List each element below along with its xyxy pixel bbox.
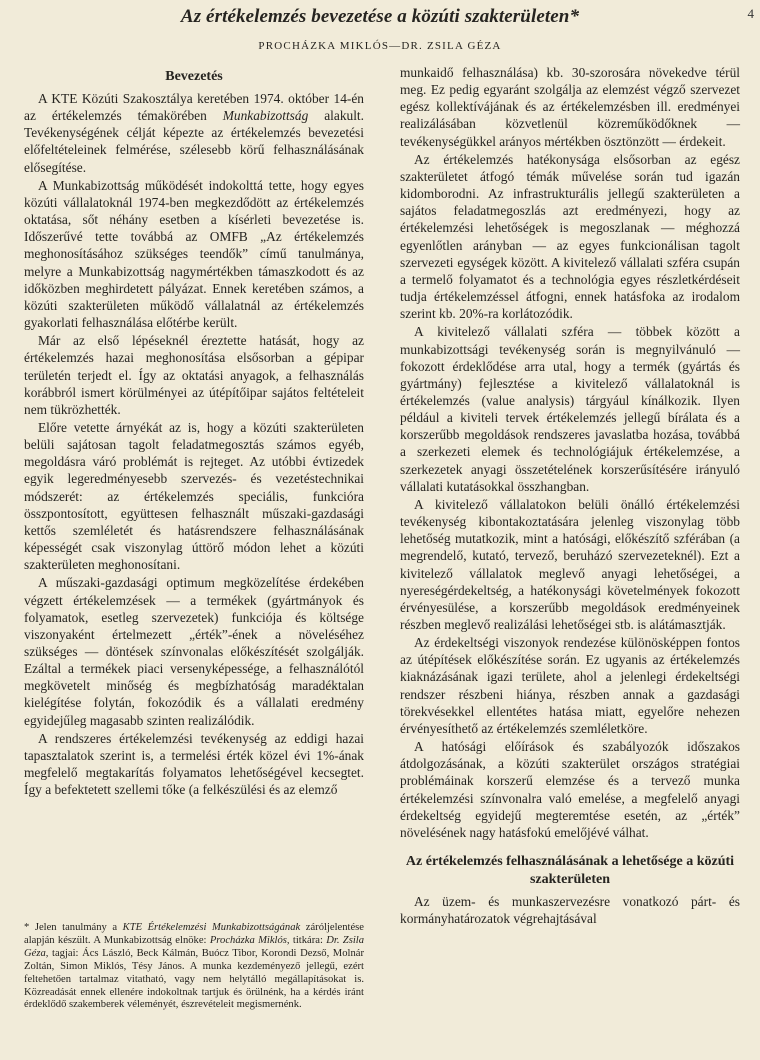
text-run: alakult. Tevékenységének célját képezte az értékelemzés bevezetési előfeltételeinek felmérése, szélesebb körű felhasználásának elősegítése. bbox=[24, 108, 364, 175]
paragraph: Az üzem- és munkaszervezésre vonatkozó párt- és kormányhatározatok végrehajtásával bbox=[400, 894, 740, 927]
text-run: titkára: bbox=[289, 934, 327, 946]
paragraph: A rendszeres értékelemzési tevékenység az eddigi hazai tapasztalatok szerint is, a termelési érték közel évi 1%-ának megfelelő megtakarítás folyamatos lehetőségével kecsegtet. Így a befektetett szellemi tőke (a felkészülési és az elemző bbox=[24, 730, 364, 798]
text-run: * Jelen tanulmány a bbox=[24, 922, 123, 933]
paragraph: A Munkabizottság működését indokolttá tette, hogy egyes közúti vállalatoknál 1974-ben megkezdődött az értékelemzés oktatása, sőt néhány esetben a kísérleti bevezetése is. Időszerűvé tette továbbá az OMFB „Az értékelemzés meghonosításához szükséges teendők” című tanulmánya, melyre a Munkabizottság nagymértékben támaszkodott és az időközben meghirdetett pályázat. Ennek keretében számos, a közúti szakterületen működő vállalatnál az értékelemzés gyakorlati felhasználása előtérbe került. bbox=[24, 177, 364, 331]
emphasis-text: Dr. Zsila Géza, bbox=[24, 934, 365, 959]
paragraph: Az érdekeltségi viszonyok rendezése különösképpen fontos az útépítések előkészítése során. Ez ugyanis az értékelemzés kiaknázásának igazi területe, ahol a jelenlegi érdekeltségi rendszer részbeni hiánya, részben annak a gazdasági törekvésekkel ellentétes hatása miatt, egyelőre nehezen érvényesíthető az értékelemzés szemléletköre. bbox=[400, 635, 740, 736]
text-run: záróljelentése alapján készült. A Munkabizottság elnöke: bbox=[24, 922, 364, 946]
paragraph: A kivitelező vállalatokon belüli önálló értékelemzési tevékenység kibontakoztatására jelenleg viszonylag több lehetőség mutatkozik, mint a hatósági, előkészítő szférában (a megrendelő, kutató, tervező, beruházó szervezeteknél). Ezt a kivitelező vállalatok meglevő anyagi lehetőségei, a nyereségérdekeltség, a hatékonysági követelmények fokozott érvényesülése, a korszerűbb megoldások eredményeinek részben meglevő realizálási lehetőségei stb. is alátámasztják. bbox=[400, 496, 740, 632]
paragraph: A műszaki-gazdasági optimum megközelítése érdekében végzett értékelemzések — a termékek (gyártmányok és folyamatok, esetleg szervezetek) funkciója és költsége viszonyaként értelmezett „érték”-ének a növeléséhez szükséges — döntések színvonalas előkészítését szolgálják. Ezáltal a termékek piaci versenyképessége, a felhasználótól megkövetelt minőség és megbízhatóság maradéktalan kielégítése folytán, fokozódik és a vállalati eredmény egyidejűleg magasabb szinten realizálódik. bbox=[24, 575, 364, 728]
footnote-text bbox=[24, 922, 364, 1012]
section-heading-usage: Az értékelemzés felhasználásának a lehetősége a közúti szakterületen bbox=[405, 854, 735, 888]
paragraph: A hatósági előírások és szabályozók időszakos átdolgozásának, a közúti szakterület országos stratégiai problémáinak korszerű elemzése és a tervező munka értékelemzési színvonalra való emelése, a megfelelő anyagi érdekeltség egyidejű megteremtése esetén, az „érték” növelésének nagy hatásfokú emelőjévé válhat. bbox=[400, 739, 740, 840]
article-authors: PROCHÁZKA MIKLÓS—DR. ZSILA GÉZA bbox=[258, 40, 502, 52]
text-run: tagjai: Ács László, Beck Kálmán, Buócz Tibor, Korondi Dezső, Molnár Zoltán, Simon Miklós, Tésy János. A munka kezdeményező jellegű, ezért feltehetően tartalmaz vitatható, vagy nem helytálló megállapításokat is. Közreadását ennek ellenére indokoltnak tartjuk és örülnénk, ha a kérdés iránt érdeklődő szakemberek véleményét, észrevételeit megismernénk. bbox=[24, 947, 364, 1011]
left-column bbox=[24, 64, 364, 798]
paragraph: Már az első lépéseknél éreztette hatását, hogy az értékelemzés hazai meghonosítása elsősorban a gépipar területén terjedt el. Így az oktatási anyagok, a felhasználás korábbról ismert körülményei az útépítőipar sajátos feltételeit nem tükrözhették. bbox=[24, 333, 364, 417]
paragraph: Az értékelemzés hatékonysága elsősorban az egész szakterületet átfogó témák művelése során tud igazán kidomborodni. Az infrastrukturális jellegű szakterületen a sajátos feladatmegoszlás azt eredményezi, hogy az értékelemzési lehetőségek is megoszlanak — méghozzá egyenlőtlen arányban — az egyes funkcionálisan tagolt szervezeti egységek között. A kivitelező vállalati szféra csupán a termelő folyamatot és a technológia egyes részletkérdéseit tudja értékelemzéssel átfogni, ennek hatásfoka az irodalom szerint kb. 20%-ra korlátozódik. bbox=[400, 151, 740, 322]
section-heading-introduction: Bevezetés bbox=[165, 69, 223, 84]
paragraph: munkaidő felhasználása) kb. 30-szorosára növekedve térül meg. Ez pedig egyaránt szolgálja az elemzést végző szervezet egész kollektívájának és az értékelemzésben ill. eredményei realizálásában közvetlenül közreműködőknek — tevékenységükkel arányos mértékben ösztönzött — érdekeit. bbox=[400, 65, 740, 149]
paragraph: A kivitelező vállalati szféra — többek között a munkabizottsági tevékenység során is megnyilvánuló — fokozott érdeklődése arra utal, hogy a termék (gyártás és gyártmány) fejlesztése a kivitelező vállalatoknál is értékelemzés (value analysis) tárgyául kínálkozik. Ilyen például a kiviteli tervek értékelemzés jellegű bírálata és a korszerűbb megoldások rendszeres javaslatba hozása, továbbá a szerkezeti elemek és technológiájuk értékelemzése, a szerkezetek anyagi összetételének korszerűsítésére irányuló vállalati kutatásokkal összhangban. bbox=[400, 324, 740, 494]
paragraph bbox=[24, 90, 364, 176]
emphasis-text: KTE Értékelemzési Munkabizottságának bbox=[122, 922, 301, 933]
emphasis-text: Procházka Miklós, bbox=[209, 934, 290, 946]
text-run: A KTE Közúti Szakosztálya keretében 1974. október 14-én az értékelemzés témakörében bbox=[24, 91, 364, 124]
emphasis-text: Munkabizottság bbox=[222, 108, 309, 124]
right-column bbox=[400, 64, 740, 927]
article-title: Az értékelemzés bevezetése a közúti szakterületen* bbox=[180, 6, 580, 27]
paragraph: Előre vetette árnyékát az is, hogy a közúti szakterületen belüli sajátosan tagolt feladatmegosztás számos egyéb, megoldásra váró problémát is rejteget. Az utóbbi évtizedek egyik legeredményesebb szervezés- és vezetéstechnikai módszerét: az értékelemzés speciális, funkcióra összpontosított, együttesen felhasznált műszaki-gazdasági kettős szemléletét és hatásrendszere felhasználásának képességét csak viszonylag úttörő módon lehet a közúti szakterületen meghonosítani. bbox=[24, 419, 364, 573]
page-number: 4 bbox=[747, 6, 754, 21]
footnote bbox=[24, 922, 364, 1012]
